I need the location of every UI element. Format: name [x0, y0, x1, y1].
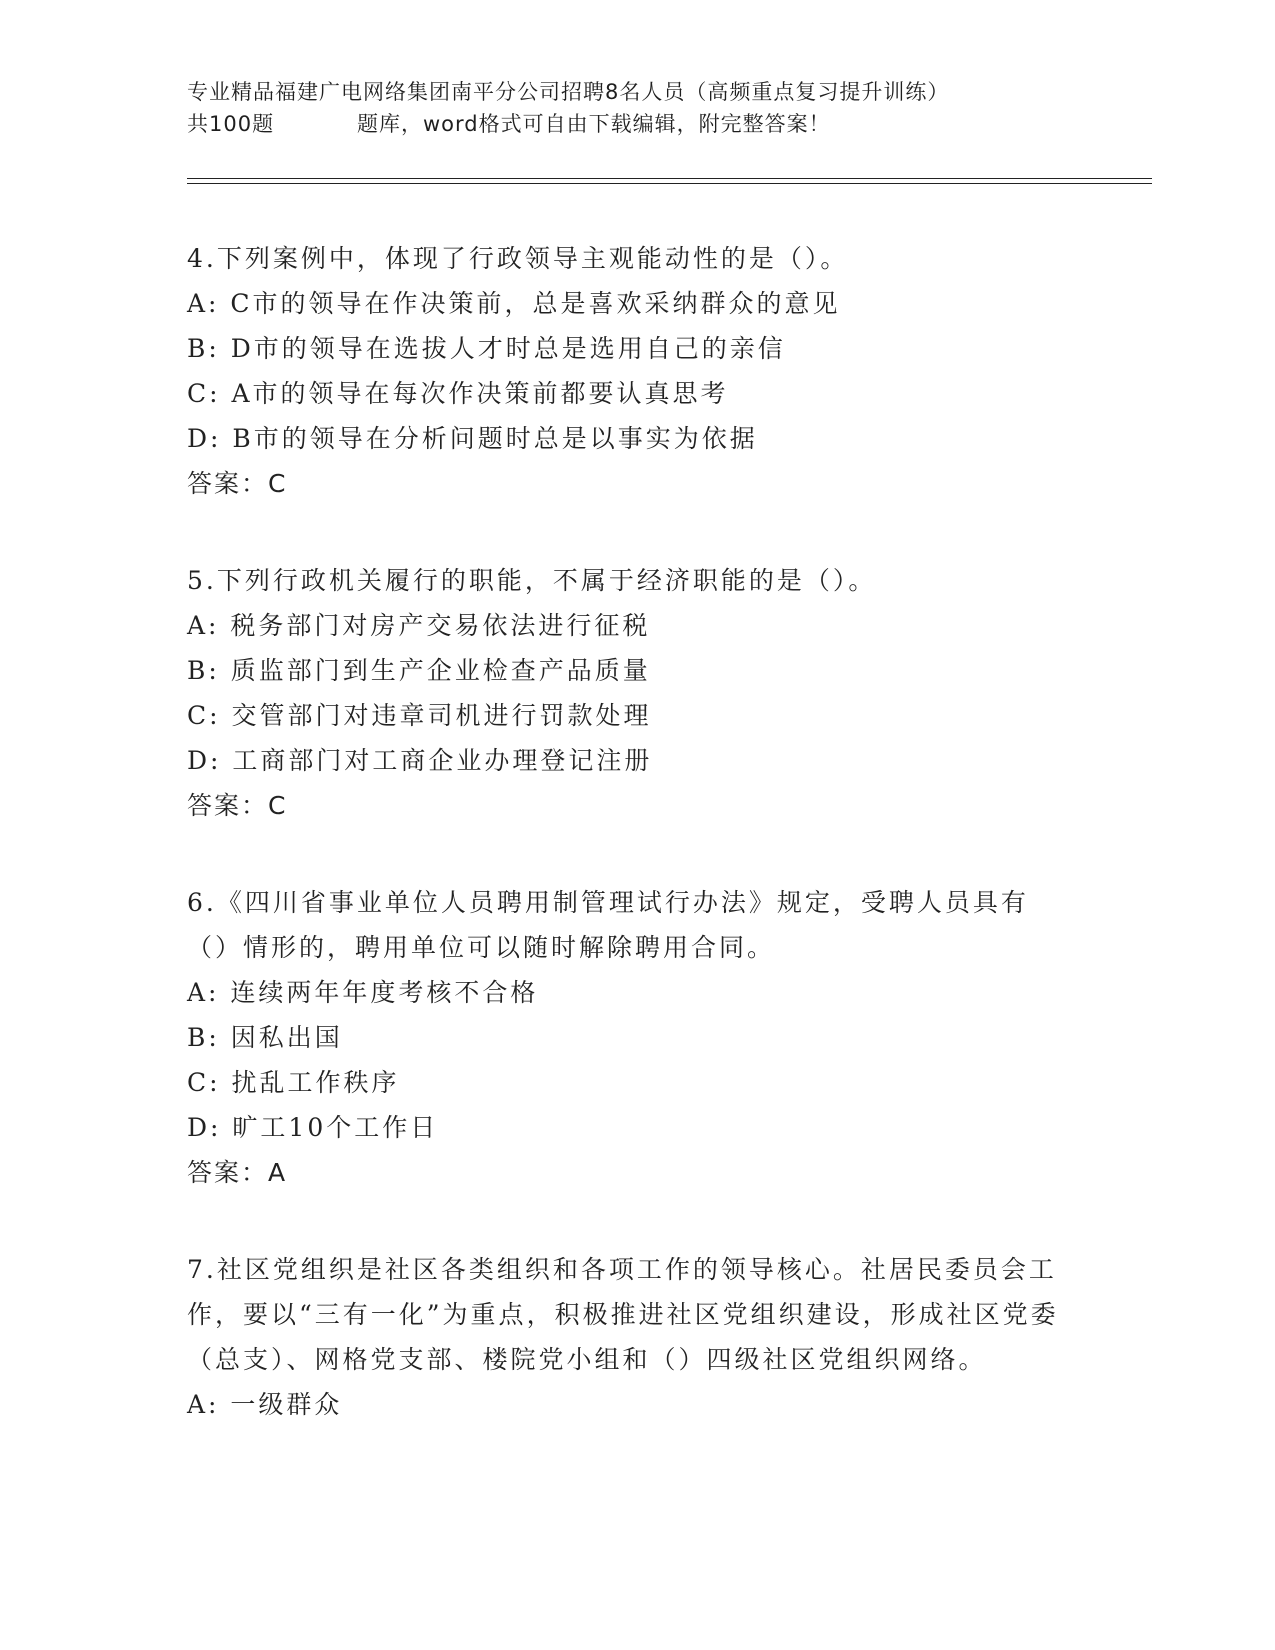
option-d: D: 旷工10个工作日: [187, 1113, 439, 1142]
question-stem: 5.下列行政机关履行的职能，不属于经济职能的是（）。: [187, 566, 877, 595]
answer-line: 答案：C: [187, 791, 288, 820]
option-c: C: 扰乱工作秩序: [187, 1068, 400, 1097]
question-count: 共100题: [187, 112, 275, 136]
option-a: A: 一级群众: [187, 1390, 343, 1419]
option-b: B: 质监部门到生产企业检查产品质量: [187, 656, 651, 685]
header-divider-top: [187, 178, 1152, 179]
option-b: B: 因私出国: [187, 1023, 343, 1052]
option-d: D: 工商部门对工商企业办理登记注册: [187, 746, 653, 775]
option-d: D: B市的领导在分析问题时总是以事实为依据: [187, 424, 758, 453]
question-stem: 4.下列案例中，体现了行政领导主观能动性的是（）。: [187, 244, 849, 273]
question-item: [187, 236, 1067, 506]
option-a: A: 税务部门对房产交易依法进行征税: [187, 611, 651, 640]
header-divider-bottom: [187, 183, 1152, 184]
question-stem: 6.《四川省事业单位人员聘用制管理试行办法》规定，受聘人员具有（）情形的，聘用单位可以随时解除聘用合同。: [187, 888, 1029, 962]
option-c: C: 交管部门对违章司机进行罚款处理: [187, 701, 652, 730]
answer-line: 答案：A: [187, 1158, 288, 1187]
document-title: 专业精品福建广电网络集团南平分公司招聘8名人员（高频重点复习提升训练）: [187, 80, 950, 104]
question-list: [187, 236, 1067, 1479]
document-header: [187, 76, 1087, 140]
question-stem: 7.社区党组织是社区各类组织和各项工作的领导核心。社居民委员会工作，要以“三有一化”为重点，积极推进社区党组织建设，形成社区党委（总支）、网格党支部、楼院党小组和（）四级社区党组织网络。: [187, 1255, 1059, 1374]
option-b: B: D市的领导在选拔人才时总是选用自己的亲信: [187, 334, 786, 363]
header-subline: [187, 108, 1087, 140]
option-c: C: A市的领导在每次作决策前都要认真思考: [187, 379, 729, 408]
answer-line: 答案：C: [187, 469, 288, 498]
option-a: A: C市的领导在作决策前，总是喜欢采纳群众的意见: [187, 289, 841, 318]
document-subtitle: 题库，word格式可自由下载编辑，附完整答案！: [357, 112, 831, 136]
question-item: [187, 880, 1067, 1195]
question-item: [187, 558, 1067, 828]
question-item: [187, 1247, 1067, 1427]
option-a: A: 连续两年年度考核不合格: [187, 978, 539, 1007]
